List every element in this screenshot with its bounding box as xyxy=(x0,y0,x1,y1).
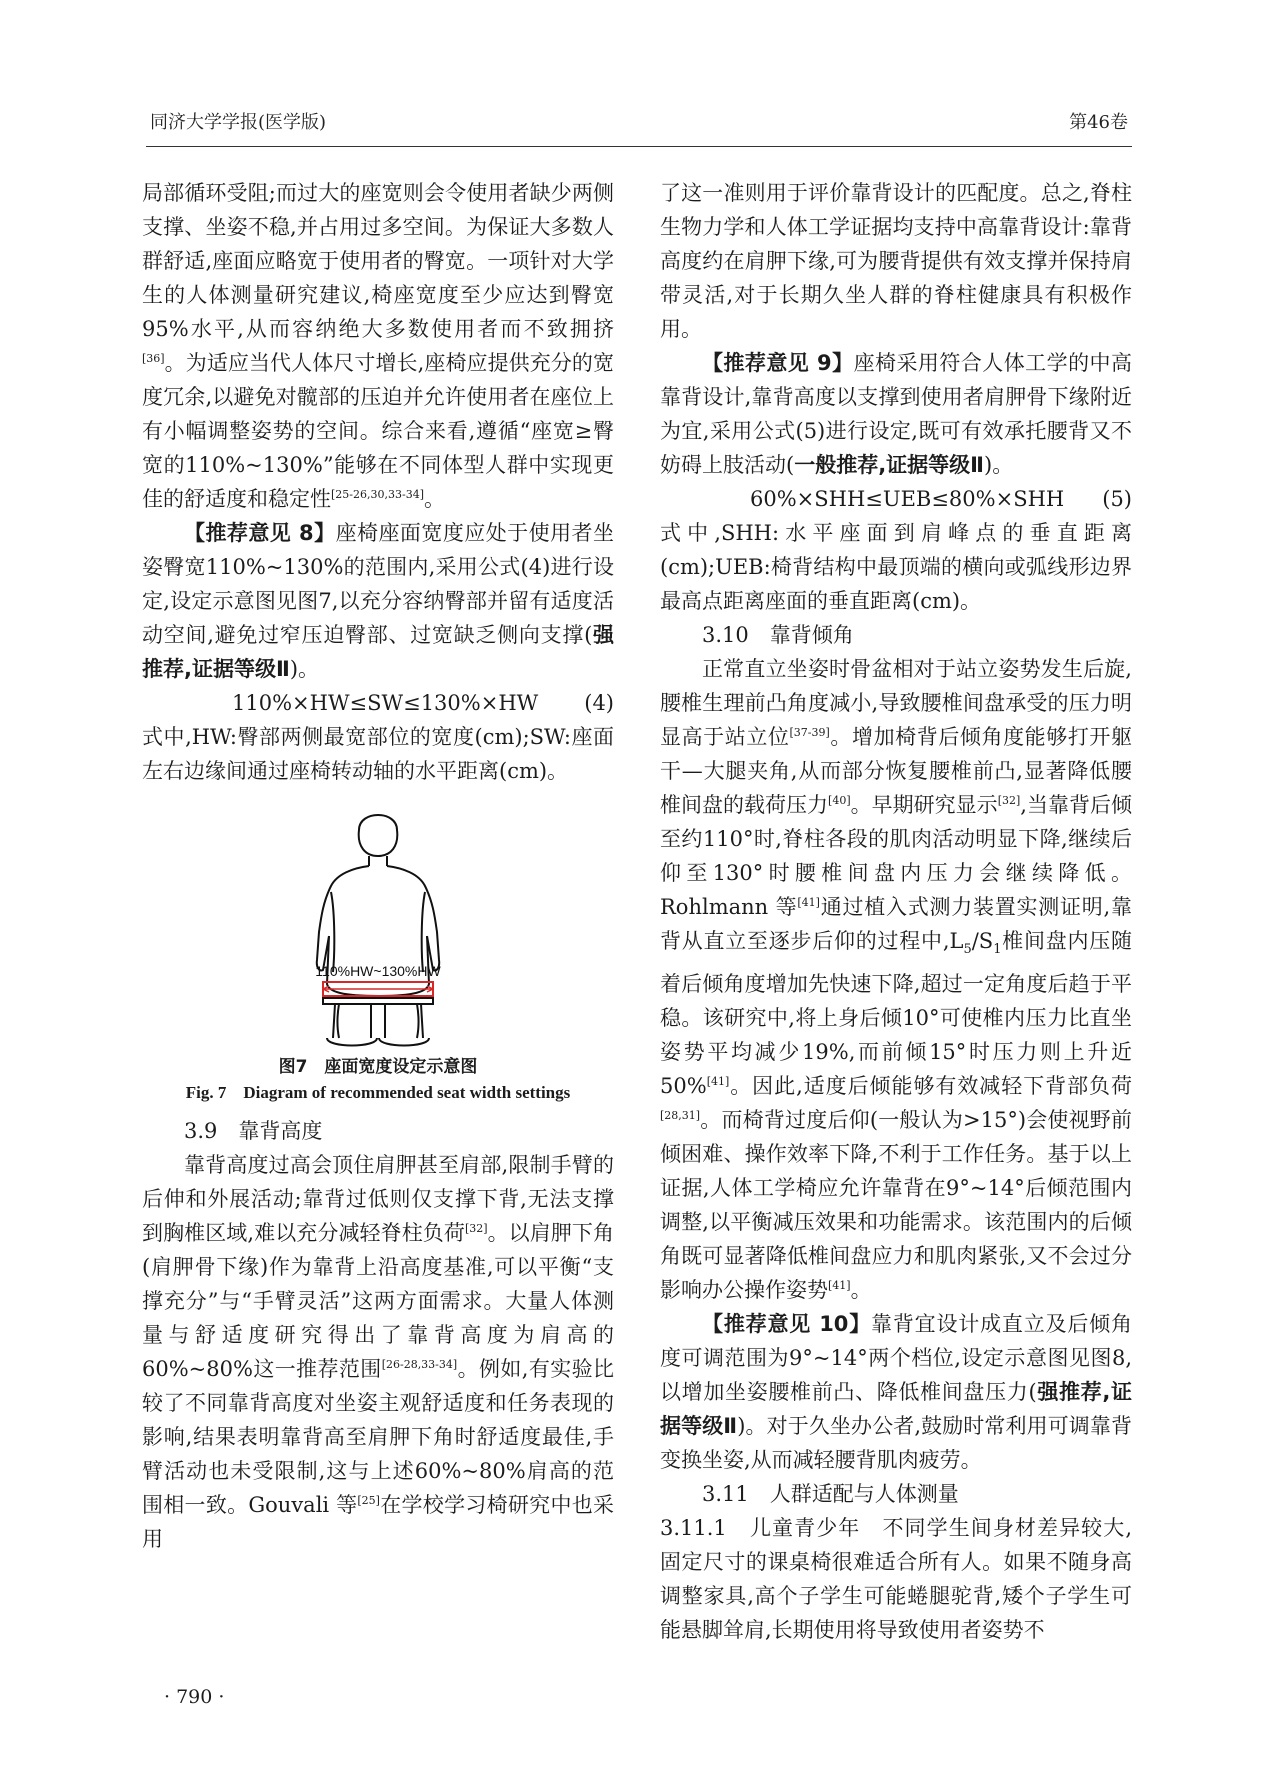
paragraph: 了这一准则用于评价靠背设计的匹配度。总之,脊柱生物力学和人体工学证据均支持中高靠背设计:靠背高度约在肩胛下缘,可为腰背提供有效支撑并保持肩带灵活,对于长期久坐人群的脊柱健康具有积极作用。 xyxy=(660,181,1132,341)
formula-description: 式中,SHH:水平座面到肩峰点的垂直距离(cm);UEB:椅背结构中最顶端的横向或弧线形边界最高点距离座面的垂直距离(cm)。 xyxy=(660,521,1132,613)
header-rule xyxy=(146,146,1132,147)
paragraph: 正常直立坐姿时骨盆相对于站立姿势发生后旋,腰椎生理前凸角度减小,导致腰椎间盘承受的压力明显高于站立位[37-39]。增加椅背后倾角度能够打开躯干—大腿夹角,从而部分恢复腰椎前凸,显著降低腰椎间盘的载荷压力[40]。早期研究显示[32],当靠背后倾至约110°时,脊柱各段的肌肉活动明显下降,继续后仰至130°时腰椎间盘内压力会继续降低。Rohlmann 等[41]通过植入式测力装置实测证明,靠背从直立至逐步后仰的过程中$,L_5/S_1$椎间盘内压随着后倾角度增加先快速下降,超过一定角度后趋于平稳。该研究中,将上身后倾10°可使椎内压力比直坐姿势平均减少19%,而前倾15°时压力则上升近50%[41]。因此,适度后倾能够有效减轻下背部负荷[28,31]。而椅背过度后仰(一般认为>15°)会使视野前倾困难、操作效率下降,不利于工作任务。基于以上证据,人体工学椅应允许靠背在9°~14°后倾范围内调整,以平衡减压效果和功能需求。该范围内的后倾角既可显著降低椎间盘应力和肌肉紧张,又不会过分影响办公操作姿势[41]。 xyxy=(660,657,1133,1303)
evidence-grade: 强推荐,证据等级Ⅱ xyxy=(142,623,614,681)
formula-4 xyxy=(142,686,614,720)
evidence-grade: 一般推荐,证据等级Ⅱ xyxy=(794,453,985,477)
formula-number: (5) xyxy=(1102,487,1132,511)
citation: [28,31] xyxy=(660,1109,701,1123)
citation: [41] xyxy=(828,1279,851,1293)
paragraph: 靠背高度过高会顶住肩胛甚至肩部,限制手臂的后伸和外展活动;靠背过低则仅支撑下背,无法支撑到胸椎区域,难以充分减轻脊柱负荷[32]。以肩胛下角(肩胛骨下缘)作为靠背上沿高度基准,可以平衡“支撑充分”与“手臂灵活”这两方面需求。大量人体测量与舒适度研究得出了靠背高度为肩高的60%~80%这一推荐范围[26-28,33-34]。例如,有实验比较了不同靠背高度对坐姿主观舒适度和任务表现的影响,结果表明靠背高至肩胛下角时舒适度最佳,手臂活动也未受限制,这与上述60%~80%肩高的范围相一致。Gouvali 等[25]在学校学习椅研究中也采用 xyxy=(142,1153,615,1551)
citation: [25] xyxy=(357,1494,380,1507)
recommendation-9: 【推荐意见 9】座椅采用符合人体工学的中高靠背设计,靠背高度以支撑到使用者肩胛骨下缘附近为宜,采用公式(5)进行设定,既可有效承托腰背又不妨碍上肢活动(一般推荐,证据等级Ⅱ)。 xyxy=(660,351,1132,477)
citation: [32] xyxy=(464,1222,488,1235)
right-column xyxy=(660,176,1132,1647)
formula-5 xyxy=(660,482,1132,516)
section-heading-3-11: 3.11 人群适配与人体测量 xyxy=(702,1482,959,1507)
citation: [26-28,33-34] xyxy=(381,1358,458,1371)
recommendation-10: 【推荐意见 10】靠背宜设计成直立及后倾角度可调范围为9°~14°两个档位,设定示意图见图8,以增加坐姿腰椎前凸、降低椎间盘压力(强推荐,证据等级Ⅱ)。对于久坐办公者,鼓励时常利用可调靠背变换坐姿,从而减轻腰背肌肉疲劳。 xyxy=(660,1312,1132,1473)
citation: [40] xyxy=(828,794,851,807)
recommendation-8: 【推荐意见 8】座椅座面宽度应处于使用者坐姿臀宽110%~130%的范围内,采用公式(4)进行设定,设定示意图见图7,以充分容纳臀部并留有适度活动空间,避免过窄压迫臀部、过宽缺乏侧向支撑(强推荐,证据等级Ⅱ)。 xyxy=(142,521,614,681)
subsection-heading-3-11-1: 3.11.1 儿童青少年 xyxy=(660,1516,861,1541)
citation: [41] xyxy=(797,896,820,909)
section-heading-3-10: 3.10 靠背倾角 xyxy=(702,623,854,647)
evidence-grade: 强推荐,证据等级Ⅱ xyxy=(660,1380,1132,1439)
figure-7 xyxy=(142,802,614,1106)
section-heading-3-9: 3.9 靠背高度 xyxy=(184,1119,323,1143)
running-header-journal: 同济大学学报(医学版) xyxy=(150,112,327,133)
citation: [32] xyxy=(997,794,1021,807)
figure-caption-en: Fig. 7 Diagram of recommended seat width settings xyxy=(185,1083,571,1102)
recommendation-label: 【推荐意见 8】 xyxy=(184,521,336,545)
formula-number: (4) xyxy=(584,691,614,715)
citation: [41] xyxy=(706,1075,730,1089)
running-header-volume: 第46卷 xyxy=(1069,112,1128,133)
citation: [25-26,30,33-34] xyxy=(331,488,424,501)
width-range-label: 110%HW~130%HW xyxy=(315,963,441,979)
paragraph: 局部循环受阻;而过大的座宽则会令使用者缺少两侧支撑、坐姿不稳,并占用过多空间。为保证大多数人群舒适,座面应略宽于使用者的臀宽。一项针对大学生的人体测量研究建议,椅座宽度至少应达到臀宽95%水平,从而容纳绝大多数使用者而不致拥挤[36]。为适应当代人体尺寸增长,座椅应提供充分的宽度冗余,以避免对髋部的压迫并允许使用者在座位上有小幅调整姿势的空间。综合来看,遵循“座宽≥臀宽的110%~130%”能够在不同体型人群中实现更佳的舒适度和稳定性[25-26,30,33-34]。 xyxy=(142,181,614,511)
formula-expression: 60%×SHH≤UEB≤80%×SHH xyxy=(750,487,1065,511)
formula-description: 式中,HW:臀部两侧最宽部位的宽度(cm);SW:座面左右边缘间通过座椅转动轴的水平距离(cm)。 xyxy=(142,725,614,783)
recommendation-label: 【推荐意见 9】 xyxy=(702,351,854,375)
page-number: · 790 · xyxy=(164,1686,225,1708)
formula-expression: 110%×HW≤SW≤130%×HW xyxy=(232,691,539,715)
left-column xyxy=(142,176,614,1556)
seated-person-back-illustration xyxy=(263,802,493,1052)
figure-caption-cn: 图7 座面宽度设定示意图 xyxy=(278,1057,478,1077)
paragraph: 3.11.1 儿童青少年 不同学生间身材差异较大,固定尺寸的课桌椅很难适合所有人。如果不随身高调整家具,高个子学生可能蜷腿驼背,矮个子学生可能悬脚耸肩,长期使用将导致使用者姿势不 xyxy=(660,1516,1133,1643)
recommendation-label: 【推荐意见 10】 xyxy=(702,1312,872,1337)
citation: [36] xyxy=(142,352,165,365)
citation: [37-39] xyxy=(789,726,830,739)
